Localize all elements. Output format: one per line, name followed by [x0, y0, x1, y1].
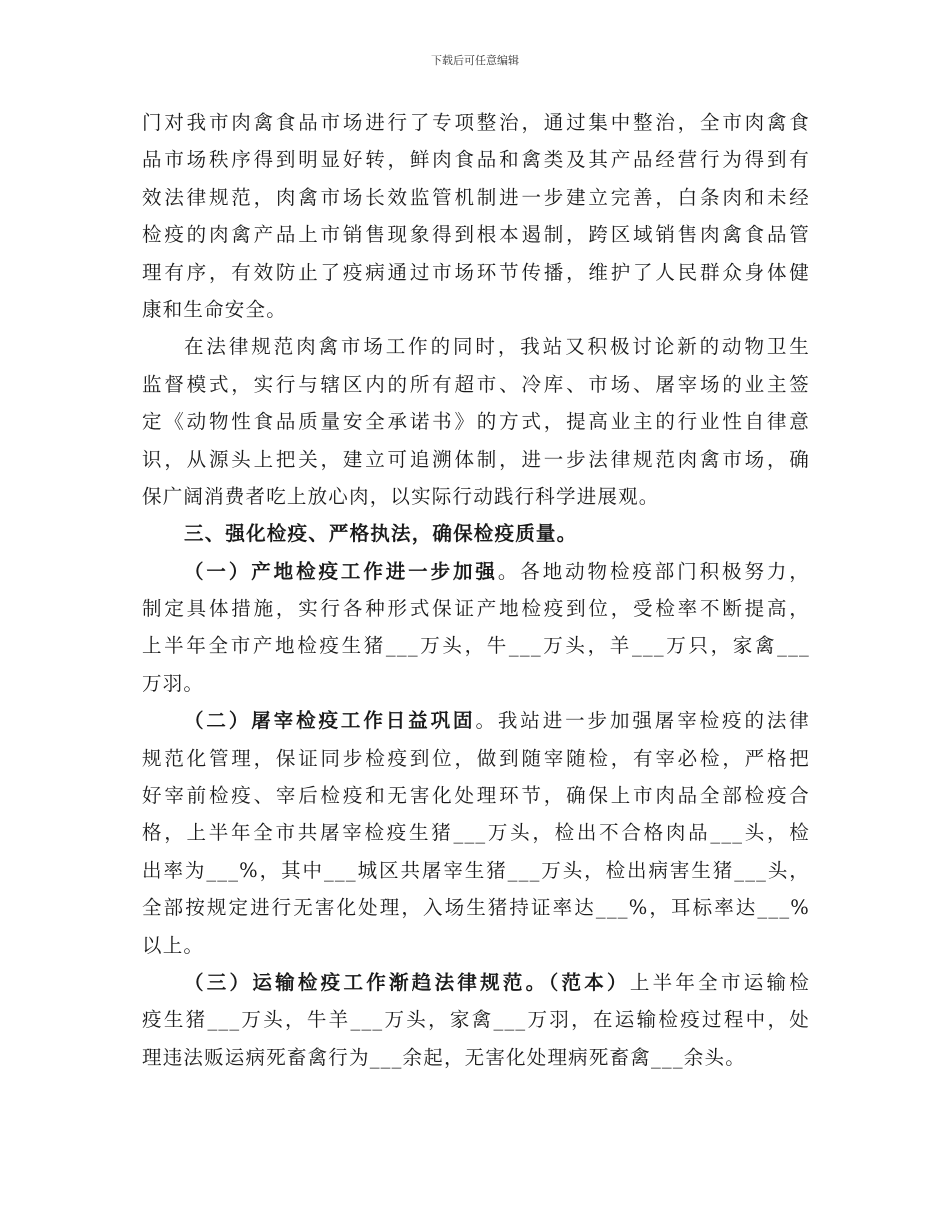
text-line: 定《动物性食品质量安全承诺书》的方式，提高业主的行业性自律意 — [142, 410, 810, 434]
text-line: 上半年全市产地检疫生猪___万头，牛___万头，羊___万只，家禽___ — [142, 634, 810, 658]
text-line: 好宰前检疫、宰后检疫和无害化处理环节，确保上市肉品全部检疫合 — [142, 784, 810, 808]
paragraph-2 — [142, 328, 810, 515]
text-line: 疫生猪___万头，牛羊___万头，家禽___万羽，在运输检疫过程中，处 — [142, 1008, 810, 1032]
text-line: 保广阔消费者吃上放心肉，以实际行动践行科学进展观。 — [142, 484, 660, 508]
subsection-1 — [142, 553, 810, 703]
text-line: 品市场秩序得到明显好转，鲜肉食品和禽类及其产品经营行为得到有 — [142, 148, 810, 172]
section-heading — [142, 515, 810, 552]
text-line: 万羽。 — [142, 671, 205, 695]
text-line: 理违法贩运病死畜禽行为___余起，无害化处理病死畜禽___余头。 — [142, 1045, 746, 1069]
subsection-first-text: 。各地动物检疫部门积极努力， — [497, 559, 810, 583]
text-line: 理有序，有效防止了疫病通过市场环节传播，维护了人民群众身体健 — [142, 260, 810, 284]
subsection-title: （一）产地检疫工作进一步加强 — [184, 559, 498, 583]
text-line: 识，从源头上把关，建立可追溯体制，进一步法律规范肉禽市场，确 — [142, 447, 810, 471]
subsection-title: （三）运输检疫工作渐趋法律规范。（范本） — [184, 970, 630, 994]
text-line: 格，上半年全市共屠宰检疫生猪___万头，检出不合格肉品___头，检 — [142, 821, 810, 845]
text-line: 效法律规范，肉禽市场长效监管机制进一步建立完善，白条肉和未经 — [142, 185, 810, 209]
text-line: 规范化管理，保证同步检疫到位，做到随宰随检，有宰必检，严格把 — [142, 746, 810, 770]
text-line: 以上。 — [142, 933, 205, 957]
text-line: 康和生命安全。 — [142, 297, 287, 321]
subsection-first-text: 。我站进一步加强屠宰检疫的法律 — [475, 709, 810, 733]
document-body — [142, 104, 810, 1076]
subsection-first-line — [142, 964, 810, 1001]
subsection-2 — [142, 702, 810, 964]
page-header: 下载后可任意编辑 — [431, 54, 519, 67]
text-line: 出率为___%，其中___城区共屠宰生猪___万头，检出病害生猪___头， — [142, 858, 810, 882]
subsection-3 — [142, 964, 810, 1076]
paragraph-1 — [142, 104, 810, 328]
text-line: 监督模式，实行与辖区内的所有超市、冷库、市场、屠宰场的业主签 — [142, 372, 810, 396]
subsection-first-line — [142, 702, 810, 739]
section-heading-text: 三、强化检疫、严格执法，确保检疫质量。 — [184, 522, 578, 546]
text-line: 门对我市肉禽食品市场进行了专项整治，通过集中整治，全市肉禽食 — [142, 111, 810, 134]
subsection-first-text: 上半年全市运输检 — [629, 970, 810, 994]
text-line: 制定具体措施，实行各种形式保证产地检疫到位，受检率不断提高， — [142, 597, 810, 621]
text-line: 全部按规定进行无害化处理，入场生猪持证率达___%，耳标率达___% — [142, 896, 810, 920]
text-line: 检疫的肉禽产品上市销售现象得到根本遏制，跨区域销售肉禽食品管 — [142, 223, 810, 247]
subsection-title: （二）屠宰检疫工作日益巩固 — [184, 709, 476, 733]
text-line: 在法律规范肉禽市场工作的同时，我站又积极讨论新的动物卫生 — [184, 335, 810, 359]
subsection-first-line — [142, 553, 810, 590]
